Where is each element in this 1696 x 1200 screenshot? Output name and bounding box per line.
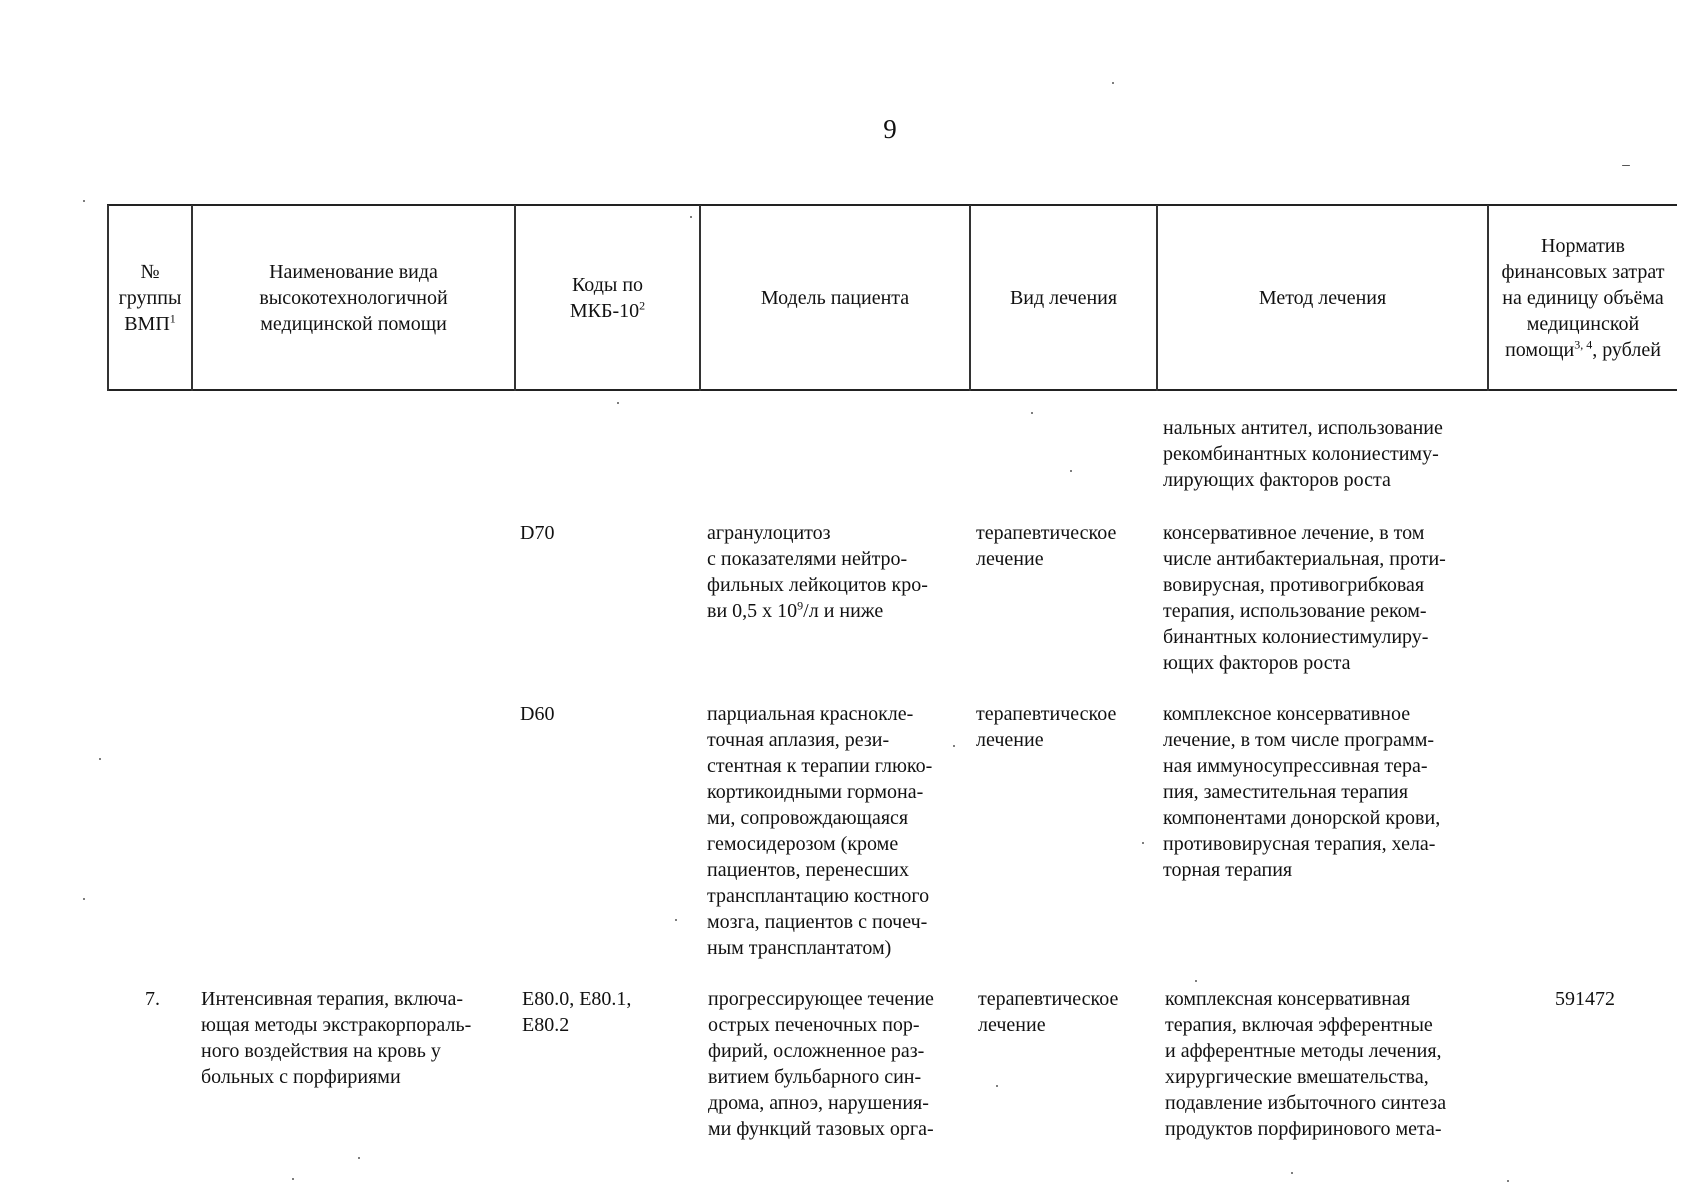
header-cost-standard-label: Норматив финансовых затрат на единицу объёма медицинской помощи (1501, 235, 1665, 361)
row-7-codes: E80.0, E80.1, E80.2 (522, 988, 632, 1036)
row-d70-patient-model (707, 520, 967, 624)
row-d70-patient-model-text: агранулоцитоз с показателями нейтро- фильных лейкоцитов кро- ви 0,5 x 10 (707, 522, 928, 622)
row-7-treatment-type: терапевтическое лечение (978, 988, 1119, 1036)
scan-speck (1031, 412, 1033, 414)
scan-speck (617, 402, 619, 404)
scan-speck (953, 745, 955, 747)
scan-speck (1142, 842, 1144, 844)
header-cost-standard-footnote: 3, 4 (1574, 337, 1593, 352)
row-d60-treatment-type: терапевтическое лечение (976, 703, 1117, 751)
scan-speck (996, 1085, 998, 1087)
row-d60-patient-model: парциальная краснокле- точная аплазия, рези- стентная к терапии глюко- кортикоидными гормона- ми, сопровождающаяся гемосидерозом (кроме пациентов, перенесших трансплантацию костного мозга, пациентов с почеч- ным трансплантатом) (707, 703, 933, 959)
header-treatment-type (971, 208, 1156, 388)
row-7-care-type-name: Интенсивная терапия, включа- ющая методы экстракорпораль- ного воздействия на кровь у больных с порфириями (201, 988, 472, 1088)
row-7-group-number: 7. (145, 988, 160, 1010)
row-d70-patient-model-unit: /л и ниже (803, 600, 884, 622)
header-patient-model (701, 208, 969, 388)
row-7-method: комплексная консервативная терапия, включая эфферентные и афферентные методы лечения, хирургические вмешательства, подавление избыточного синтеза продуктов порфиринового мета- (1165, 988, 1447, 1140)
header-care-type-name (193, 208, 514, 388)
scan-speck (292, 1178, 294, 1180)
table-header-bottom-border (107, 389, 1677, 391)
row-d70-treatment-type: терапевтическое лечение (976, 522, 1117, 570)
scan-speck (99, 758, 101, 760)
header-treatment-method-label: Метод лечения (1258, 287, 1387, 309)
scan-speck (83, 898, 85, 900)
header-icd-codes-label: Коды по МКБ-10 (569, 274, 644, 322)
header-care-type-name-label: Наименование вида высокотехнологичной медицинской помощи (259, 261, 448, 335)
row-continuation-method: нальных антител, использование рекомбинантных колониестиму- лирующих факторов роста (1163, 417, 1443, 491)
header-group-number (109, 208, 191, 388)
header-icd-codes-footnote: 2 (639, 298, 646, 313)
scan-speck (1195, 980, 1197, 982)
scan-speck (1507, 1180, 1509, 1182)
page-number: 9 (883, 114, 897, 144)
header-treatment-method (1158, 208, 1487, 388)
row-d70-method: консервативное лечение, в том числе антибактериальная, проти- вовирусная, противогрибковая терапия, использование реком- бинантных колониестимулиру- ющих факторов роста (1163, 522, 1446, 674)
header-group-number-label: № группы ВМП (118, 261, 182, 335)
scan-speck (1291, 1172, 1293, 1174)
row-d70-codes: D70 (520, 522, 555, 544)
header-treatment-type-label: Вид лечения (1009, 287, 1118, 309)
scan-speck (1622, 165, 1630, 166)
header-patient-model-label: Модель пациента (760, 287, 910, 309)
scan-speck (1112, 82, 1114, 84)
row-7-patient-model: прогрессирующее течение острых печеночных пор- фирий, осложненное раз- витием бульбарного син- дрома, апноэ, нарушения- ми функций тазовых орга- (708, 988, 934, 1140)
row-d60-codes: D60 (520, 703, 555, 725)
header-cost-standard (1489, 208, 1677, 388)
scan-speck (83, 200, 85, 202)
scan-speck (675, 919, 677, 921)
scan-speck (1070, 470, 1072, 472)
scan-speck (690, 216, 692, 218)
header-group-number-footnote: 1 (169, 311, 176, 326)
header-icd-codes (516, 208, 699, 388)
row-d60-method: комплексное консервативное лечение, в том числе программ- ная иммуносупрессивная тера- пия, заместительная терапия компонентами донорской крови, противовирусная терапия, хела- торная терапия (1163, 703, 1441, 881)
row-d70-patient-model-exponent: 9 (797, 598, 804, 613)
row-7-cost: 591472 (1555, 988, 1615, 1010)
table-top-border (107, 204, 1677, 206)
scan-speck (358, 1157, 360, 1159)
header-cost-standard-unit: , рублей (1592, 339, 1661, 361)
